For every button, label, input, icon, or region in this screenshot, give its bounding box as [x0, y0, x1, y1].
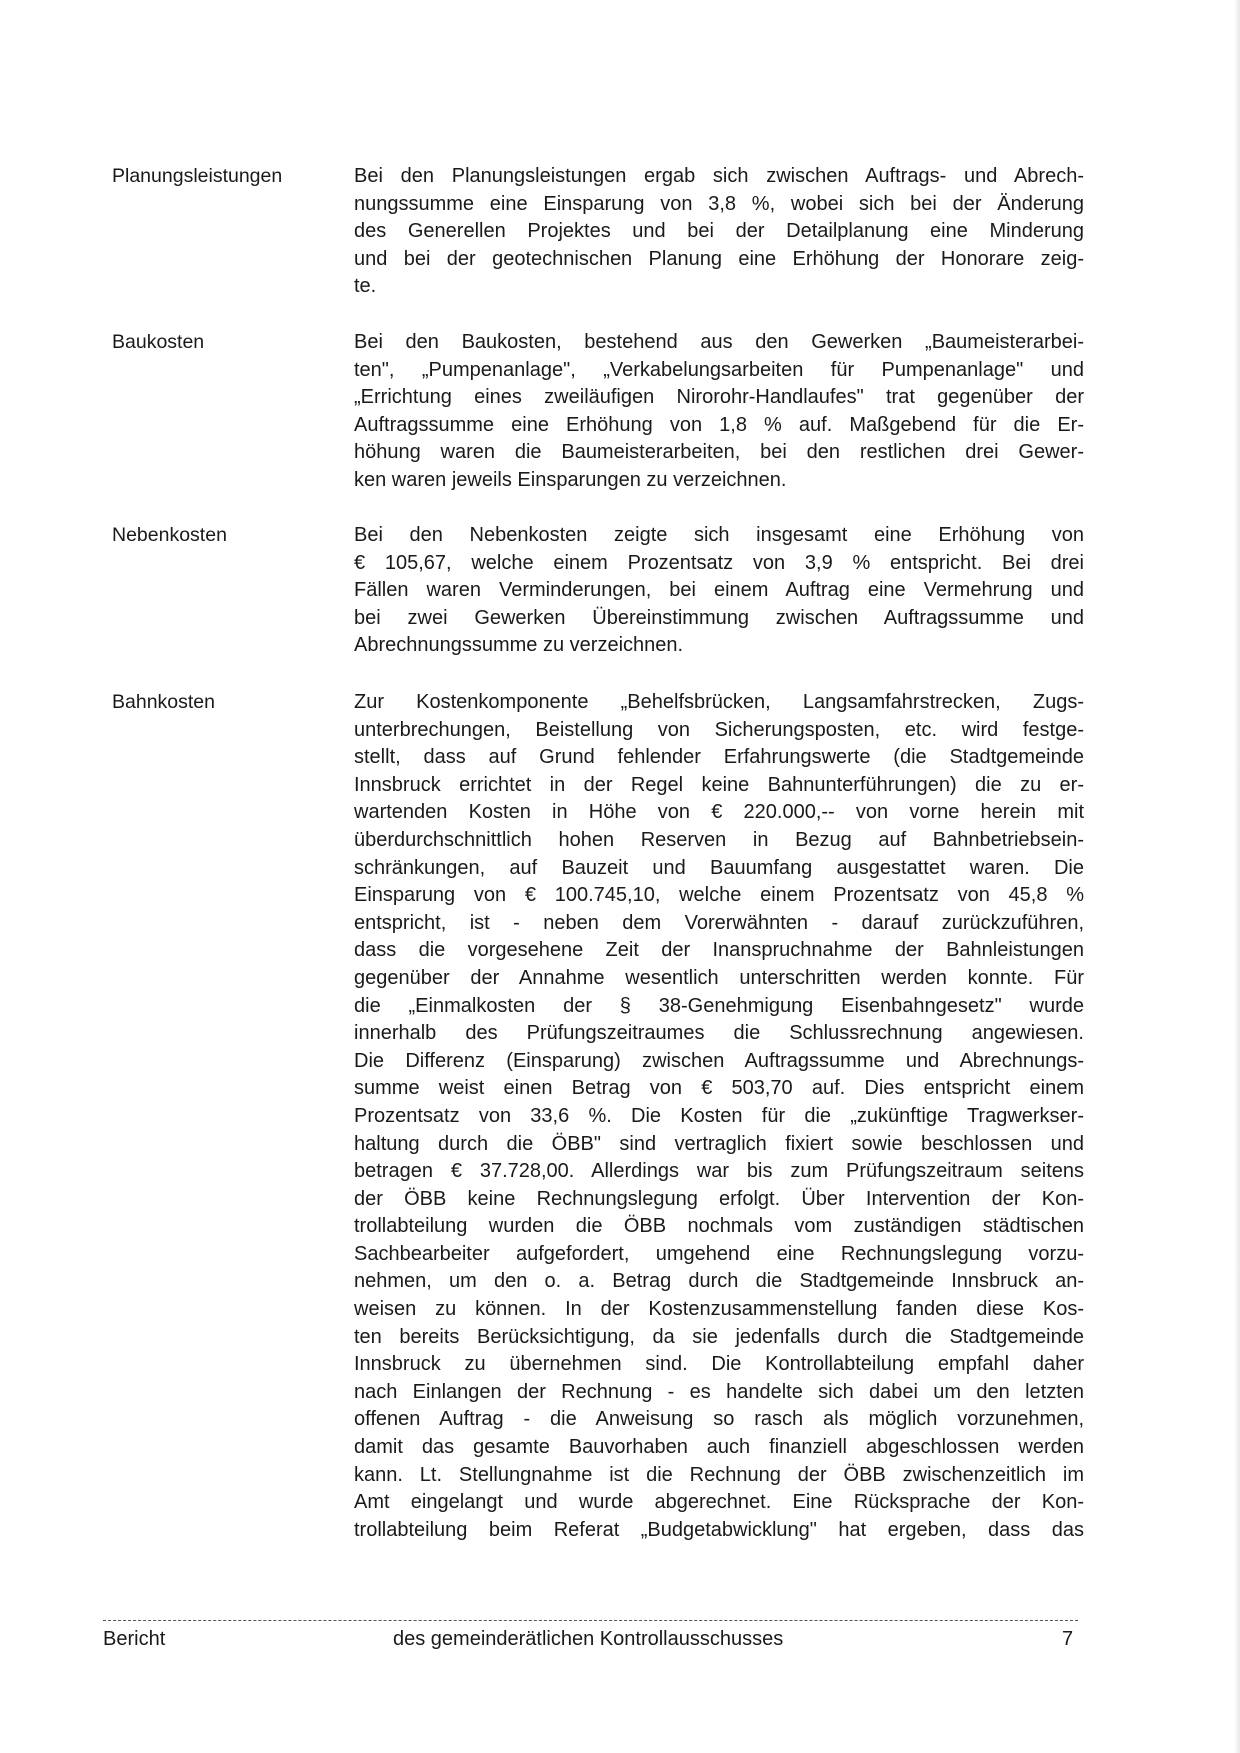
- paragraph-line: Zur Kostenkomponente „Behelfsbrücken, Langsamfahrstrecken, Zugs-: [354, 691, 1084, 713]
- paragraph-line: ten bereits Berücksichtigung, da sie jedenfalls durch die Stadtgemeinde: [354, 1325, 1084, 1348]
- paragraph-line: „Errichtung eines zweiläufigen Nirorohr-Handlaufes" trat gegenüber der: [354, 386, 1084, 409]
- section-label-bahnkosten: Bahnkosten: [112, 691, 215, 713]
- paragraph-line: gegenüber der Annahme wesentlich unterschritten werden konnte. Für: [354, 966, 1084, 989]
- paragraph-line: Sachbearbeiter aufgefordert, umgehend eine Rechnungslegung vorzu-: [354, 1242, 1084, 1265]
- paragraph-line: nehmen, um den o. a. Betrag durch die Stadtgemeinde Innsbruck an-: [354, 1270, 1084, 1293]
- footer-center-text: des gemeinderätlichen Kontrollausschusses: [393, 1628, 784, 1650]
- paragraph-line: Prozentsatz von 33,6 %. Die Kosten für die „zukünftige Tragwerkser-: [354, 1104, 1084, 1127]
- paragraph-line: Innsbruck errichtet in der Regel keine Bahnunterführungen) die zu er-: [354, 773, 1084, 796]
- paragraph-line: Bei den Planungsleistungen ergab sich zwischen Auftrags- und Abrech-: [354, 165, 1084, 187]
- section-body-bahnkosten: [354, 689, 1084, 1544]
- paragraph-line: nach Einlangen der Rechnung - es handelte sich dabei um den letzten: [354, 1380, 1084, 1403]
- page-number: 7: [1062, 1628, 1074, 1650]
- section-body-nebenkosten: [354, 522, 1084, 660]
- paragraph-line: innerhalb des Prüfungszeitraumes die Schlussrechnung angewiesen.: [354, 1022, 1084, 1045]
- section-label-nebenkosten: Nebenkosten: [112, 524, 227, 546]
- paragraph-line: nungssumme eine Einsparung von 3,8 %, wobei sich bei der Änderung: [354, 192, 1084, 215]
- paragraph-line: schränkungen, auf Bauzeit und Bauumfang ausgestattet waren. Die: [354, 856, 1084, 879]
- paragraph-line: unterbrechungen, Beistellung von Sicherungsposten, etc. wird festge-: [354, 718, 1084, 741]
- paragraph-line: bei zwei Gewerken Übereinstimmung zwischen Auftragssumme und: [354, 606, 1084, 629]
- paragraph-line: offenen Auftrag - die Anweisung so rasch als möglich vorzunehmen,: [354, 1408, 1084, 1431]
- paragraph-line: Einsparung von € 100.745,10, welche einem Prozentsatz von 45,8 %: [354, 884, 1084, 907]
- paragraph-line: ten", „Pumpenanlage", „Verkabelungsarbeiten für Pumpenanlage" und: [354, 358, 1084, 381]
- paragraph-line: Innsbruck zu übernehmen sind. Die Kontrollabteilung empfahl daher: [354, 1353, 1084, 1376]
- paragraph-line: wartenden Kosten in Höhe von € 220.000,-- von vorne herein mit: [354, 801, 1084, 824]
- paragraph-line: stellt, dass auf Grund fehlender Erfahrungswerte (die Stadtgemeinde: [354, 746, 1084, 769]
- paragraph-line: damit das gesamte Bauvorhaben auch finanziell abgeschlossen werden: [354, 1436, 1084, 1459]
- paragraph-line: ken waren jeweils Einsparungen zu verzeichnen.: [354, 468, 787, 491]
- paragraph-line: Bei den Nebenkosten zeigte sich insgesamt eine Erhöhung von: [354, 524, 1084, 546]
- paragraph-line: Auftragssumme eine Erhöhung von 1,8 % auf. Maßgebend für die Er-: [354, 413, 1084, 436]
- paragraph-line: Amt eingelangt und wurde abgerechnet. Eine Rücksprache der Kon-: [354, 1491, 1084, 1514]
- footer-left-text: Bericht: [103, 1628, 166, 1650]
- paragraph-line: des Generellen Projektes und bei der Detailplanung eine Minderung: [354, 220, 1084, 243]
- paragraph-line: kann. Lt. Stellungnahme ist die Rechnung der ÖBB zwischenzeitlich im: [354, 1463, 1084, 1486]
- paragraph-line: € 105,67, welche einem Prozentsatz von 3,9 % entspricht. Bei drei: [354, 551, 1084, 574]
- paragraph-line: trollabteilung beim Referat „Budgetabwicklung" hat ergeben, dass das: [354, 1518, 1084, 1541]
- paragraph-line: entspricht, ist - neben dem Vorerwähnten - darauf zurückzuführen,: [354, 911, 1084, 934]
- footer-divider: [103, 1620, 1078, 1621]
- paragraph-line: summe weist einen Betrag von € 503,70 auf. Dies entspricht einem: [354, 1077, 1084, 1100]
- paragraph-line: der ÖBB keine Rechnungslegung erfolgt. Über Intervention der Kon-: [354, 1187, 1084, 1210]
- paragraph-line: Abrechnungssumme zu verzeichnen.: [354, 634, 684, 657]
- section-label-planungsleistungen: Planungsleistungen: [112, 165, 283, 187]
- paragraph-line: die „Einmalkosten der § 38-Genehmigung Eisenbahngesetz" wurde: [354, 994, 1084, 1017]
- paragraph-line: trollabteilung wurden die ÖBB nochmals vom zuständigen städtischen: [354, 1215, 1084, 1238]
- scan-edge-shadow: [1234, 0, 1240, 1753]
- paragraph-line: überdurchschnittlich hohen Reserven in Bezug auf Bahnbetriebsein-: [354, 828, 1084, 851]
- paragraph-line: Bei den Baukosten, bestehend aus den Gewerken „Baumeisterarbei-: [354, 331, 1084, 353]
- paragraph-line: betragen € 37.728,00. Allerdings war bis zum Prüfungszeitraum seitens: [354, 1160, 1084, 1183]
- paragraph-line: höhung waren die Baumeisterarbeiten, bei den restlichen drei Gewer-: [354, 441, 1084, 464]
- section-body-baukosten: [354, 329, 1084, 495]
- paragraph-line: dass die vorgesehene Zeit der Inanspruchnahme der Bahnleistungen: [354, 939, 1084, 962]
- paragraph-line: te.: [354, 275, 377, 298]
- paragraph-line: weisen zu können. In der Kostenzusammenstellung fanden diese Kos-: [354, 1298, 1084, 1321]
- paragraph-line: Fällen waren Verminderungen, bei einem Auftrag eine Vermehrung und: [354, 579, 1084, 602]
- paragraph-line: und bei der geotechnischen Planung eine Erhöhung der Honorare zeig-: [354, 247, 1084, 270]
- paragraph-line: haltung durch die ÖBB" sind vertraglich fixiert sowie beschlossen und: [354, 1132, 1084, 1155]
- paragraph-line: Die Differenz (Einsparung) zwischen Auftragssumme und Abrechnungs-: [354, 1049, 1084, 1072]
- section-label-baukosten: Baukosten: [112, 331, 205, 353]
- section-body-planungsleistungen: [354, 163, 1084, 301]
